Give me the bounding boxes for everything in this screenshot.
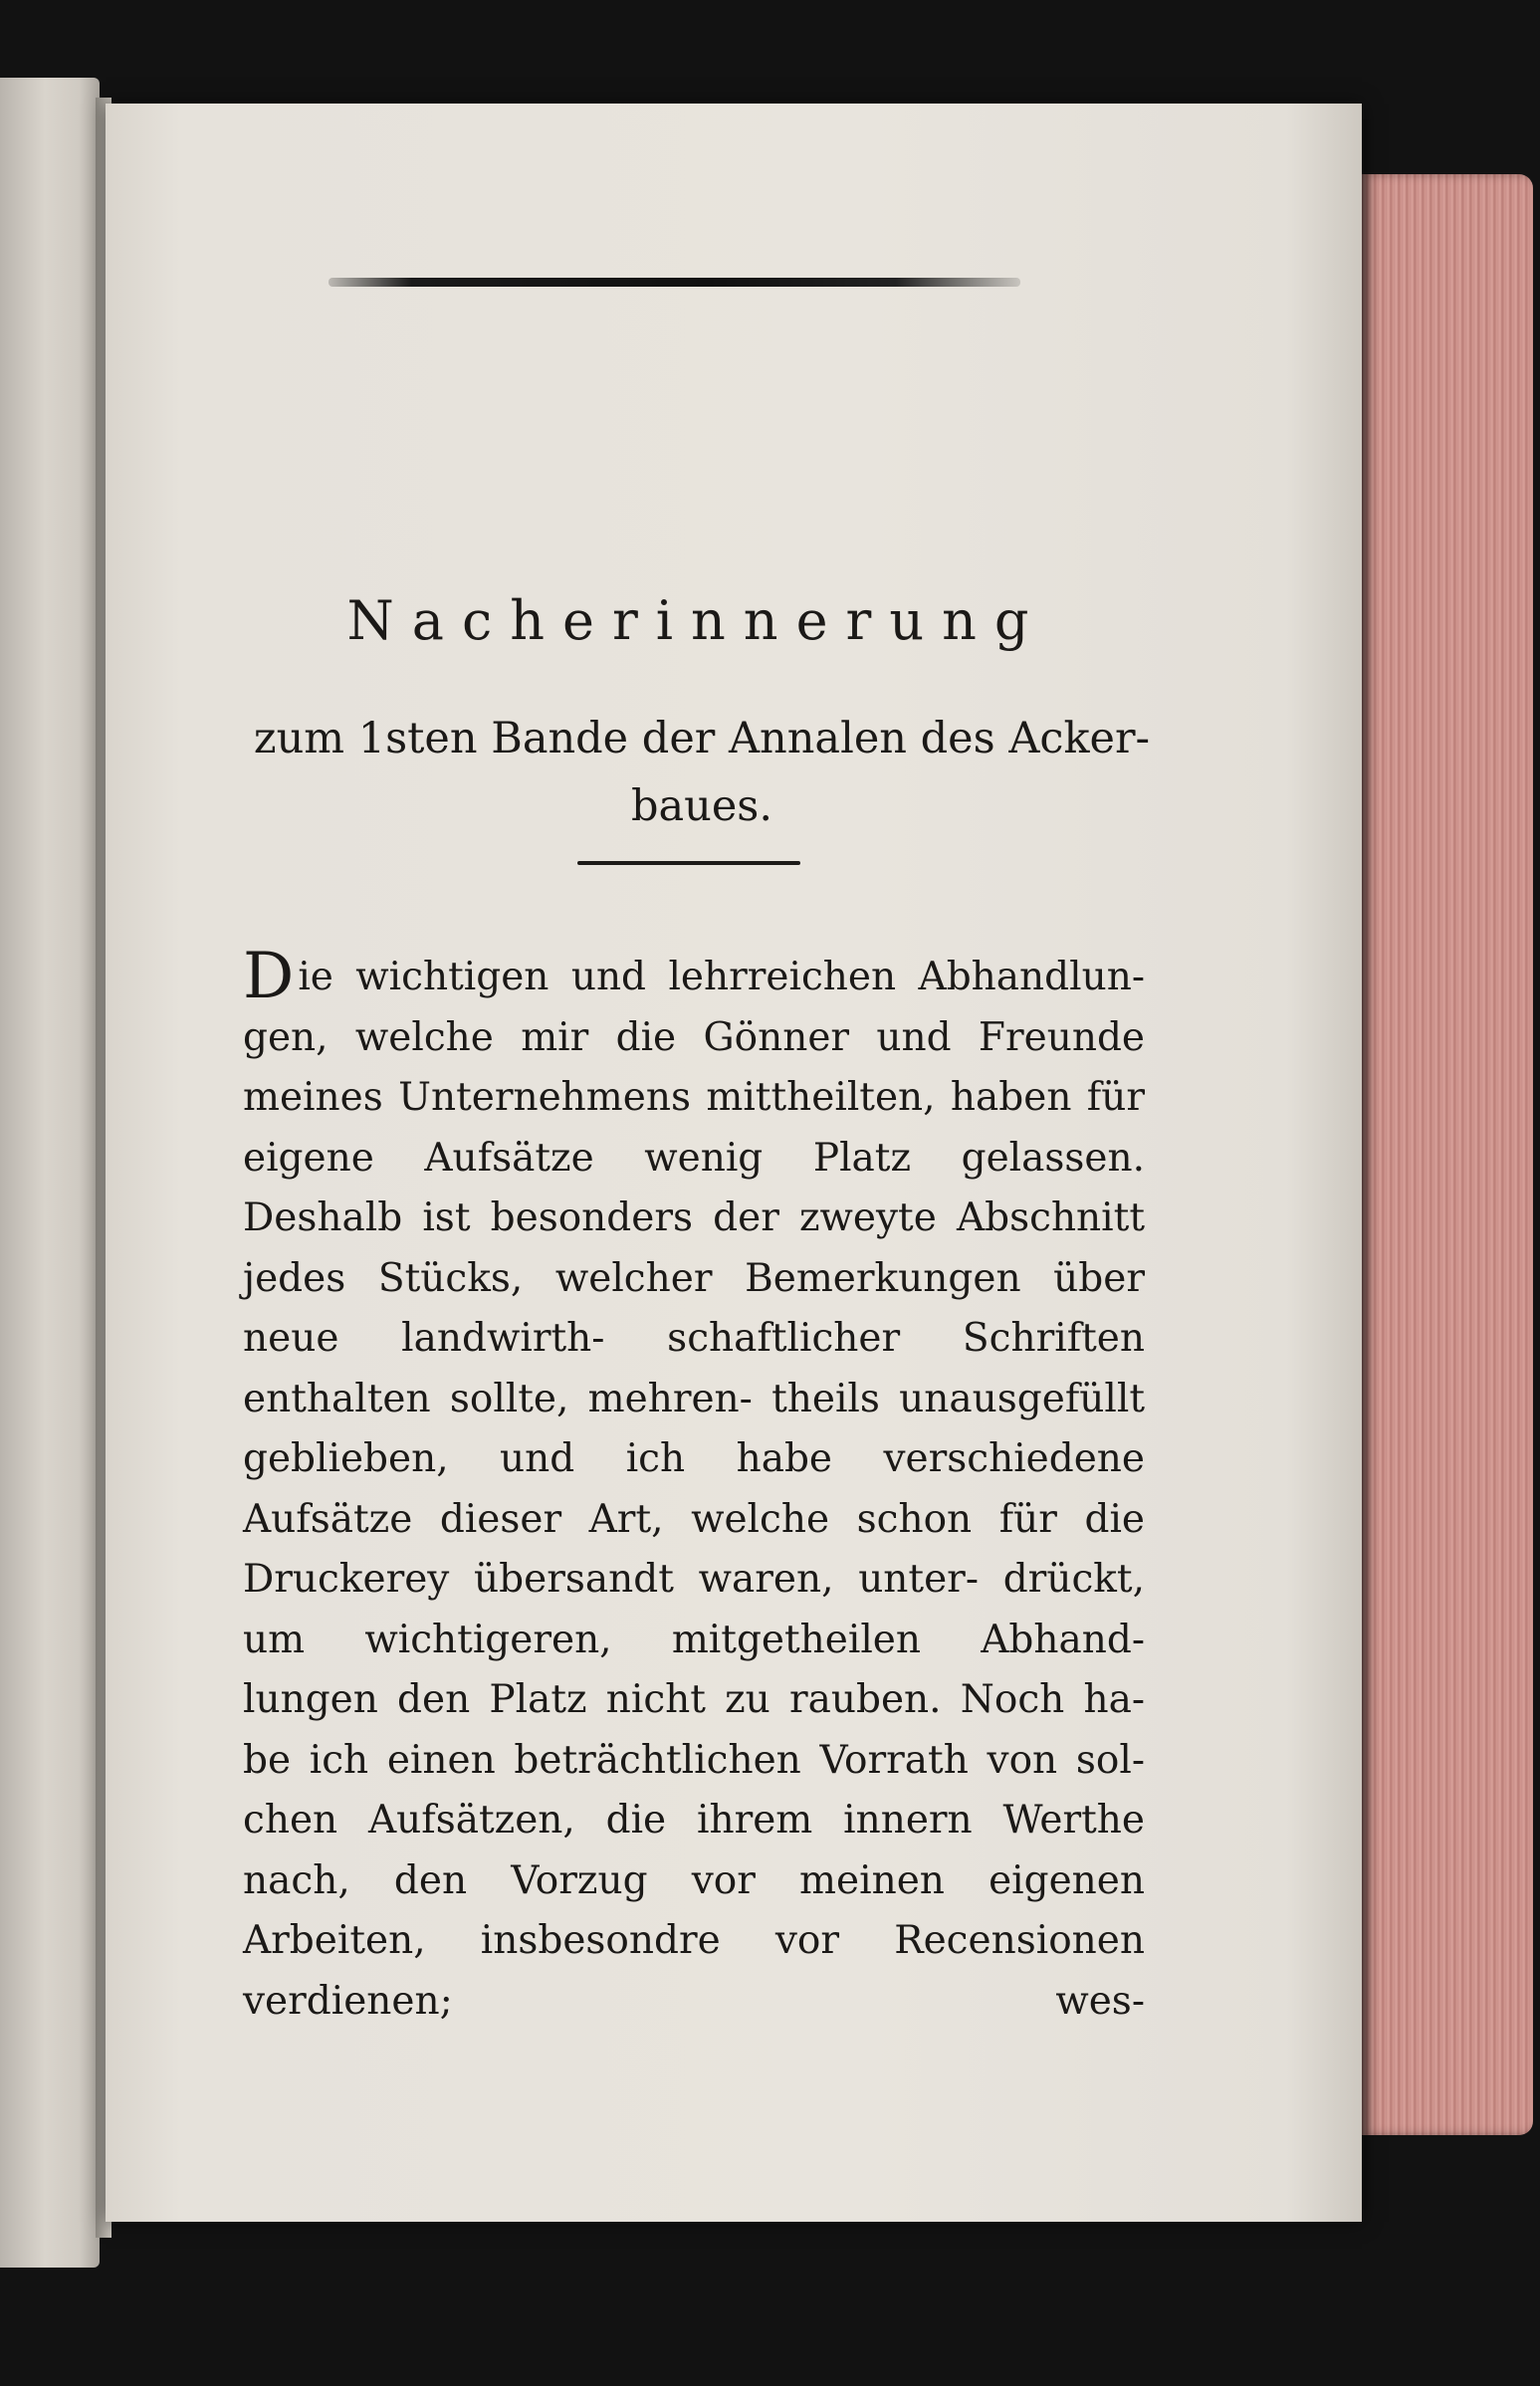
page-fore-edge xyxy=(1362,174,1533,2135)
page-subheading: zum 1sten Bande der Annalen des Acker- baues. xyxy=(253,714,1151,831)
page-edge-shadow xyxy=(1362,119,1372,2210)
paragraph-text: ie wichtigen und lehrreichen Abhandlun- gen, welche mir die Gönner und Freunde meines Unternehmens mittheilten, haben für eigene Aufsätze wenig Platz gelassen. Deshalb ist besonders der zweyte Abschnitt jedes Stücks, welcher Bemerkungen über neue landwirth- schaftlicher Schriften enthalten sollte, mehren- theils unausgefüllt geblieben, und ich habe verschiedene Aufsätze dieser Art, welche schon für die Druckerey übersandt waren, unter- drückt, um wichtigeren, mitgetheilen Abhand- lungen den Platz nicht zu rauben. Noch ha- be ich einen beträchtlichen Vorrath von sol- chen Aufsätzen, die ihrem innern Werthe nach, den Vorzug vor meinen eigenen Arbeiten, insbesondre vor Recensionen verdienen; wes- xyxy=(243,955,1145,2024)
body-paragraph xyxy=(243,940,1145,2032)
heading-divider-rule xyxy=(577,861,800,865)
top-ornamental-rule xyxy=(329,278,1020,287)
left-page-edge xyxy=(0,78,100,2268)
drop-cap: D xyxy=(243,940,295,1013)
page-heading: Nacherinnerung xyxy=(346,589,1047,652)
